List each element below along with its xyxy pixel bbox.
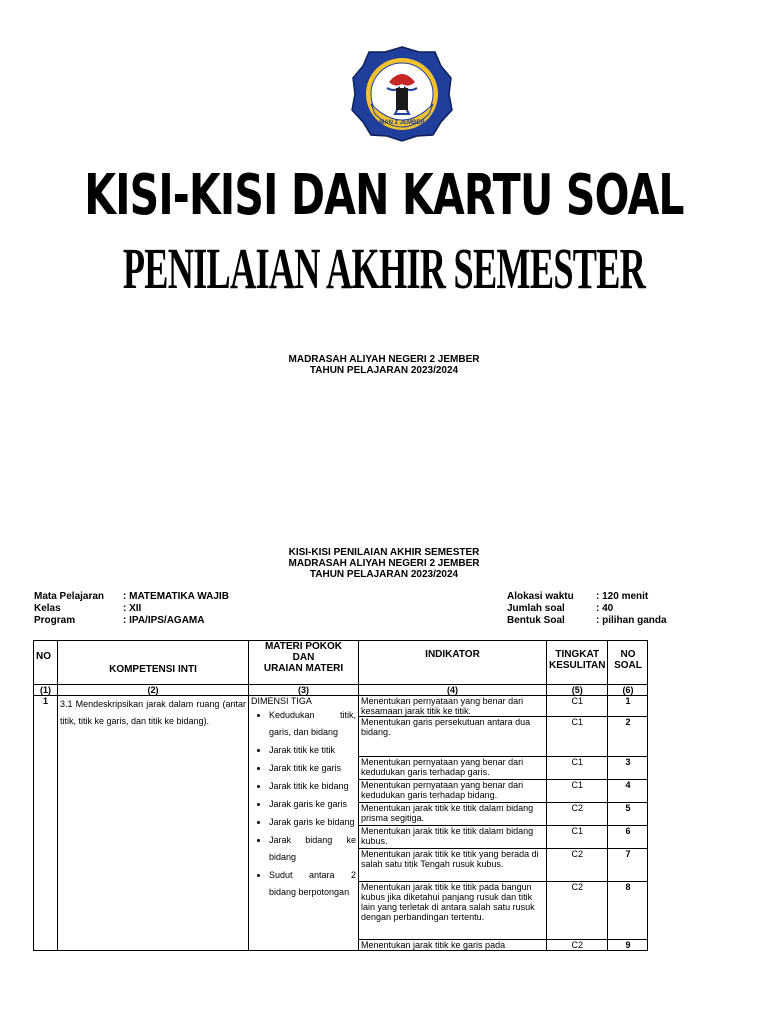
list-item: • Kedudukan titik, garis, dan bidang	[269, 707, 356, 741]
meta-value: : 120 menit	[596, 591, 649, 602]
tingkat: C1	[547, 696, 608, 717]
cover-school-name: MADRASAH ALIYAH NEGERI 2 JEMBER	[288, 354, 480, 365]
header-materi-2: DAN	[292, 652, 315, 663]
indikator: Menentukan jarak titik ke garis pada	[359, 940, 547, 951]
col-number: (3)	[249, 685, 359, 696]
meta-key: Mata Pelajaran	[34, 591, 105, 602]
meta-value: : IPA/IPS/AGAMA	[123, 615, 205, 626]
table-number-row	[34, 685, 648, 696]
indikator: Menentukan jarak titik ke titik dalam bidang prisma segitiga.	[359, 803, 547, 826]
col-number: (5)	[547, 685, 608, 696]
tingkat: C1	[547, 826, 608, 849]
header-tingkat-2: KESULITAN	[549, 660, 606, 671]
no-soal: 1	[608, 696, 648, 717]
tingkat: C1	[547, 717, 608, 757]
list-item: • Jarak bidang ke bidang	[269, 832, 356, 866]
header-indikator: INDIKATOR	[359, 641, 547, 685]
list-item: • Sudut antara 2 bidang berpotongan	[269, 867, 356, 901]
doc-title-1: KISI-KISI PENILAIAN AKHIR SEMESTER	[288, 547, 480, 558]
table-row	[34, 696, 648, 717]
col-number: (2)	[58, 685, 249, 696]
indikator: Menentukan garis persekutuan antara dua bidang.	[359, 717, 547, 757]
meta-value: : XII	[123, 603, 142, 614]
no-soal: 2	[608, 717, 648, 757]
header-tingkat	[547, 641, 608, 685]
meta-right	[507, 591, 667, 627]
logo-text: MAN 2 JEMBER	[379, 120, 425, 126]
kisi-kisi-table	[33, 640, 648, 951]
col-number: (6)	[608, 685, 648, 696]
list-item: • Jarak titik ke garis	[269, 760, 356, 777]
kompetensi-inti-text: 3.1 Mendeskripsikan jarak dalam ruang (antar titik, titik ke garis, dan titik ke bidang).	[58, 696, 249, 951]
materi-cell	[249, 696, 359, 951]
header-no: NO	[34, 641, 58, 685]
no-soal: 9	[608, 940, 648, 951]
list-item: • Jarak garis ke garis	[269, 796, 356, 813]
header-materi-1: MATERI POKOK	[264, 641, 343, 652]
no-soal: 3	[608, 757, 648, 780]
header-ki: KOMPETENSI INTI	[58, 641, 249, 685]
col-number: (1)	[34, 685, 58, 696]
header-no-soal	[608, 641, 648, 685]
list-item: • Jarak titik ke titik	[269, 742, 356, 759]
header-materi	[249, 641, 359, 685]
meta-value: : 40	[596, 603, 614, 614]
tingkat: C2	[547, 803, 608, 826]
no-soal: 6	[608, 826, 648, 849]
indikator: Menentukan jarak titik ke titik yang berada di salah satu titik Tengah rusuk kubus.	[359, 849, 547, 882]
meta-row-time	[507, 591, 667, 603]
meta-row-class	[34, 603, 229, 615]
indikator: Menentukan jarak titik ke titik pada bangun kubus jika diketahui panjang rusuk dan titik lain yang terletak di antara salah satu rusuk dengan perbandingan tertentu.	[359, 882, 547, 940]
materi-heading: DIMENSI TIGA	[251, 696, 312, 706]
meta-key: Jumlah soal	[507, 603, 565, 614]
tingkat: C2	[547, 849, 608, 882]
no-soal: 7	[608, 849, 648, 882]
indikator: Menentukan pernyataan yang benar dari kesamaan jarak titik ke titik.	[359, 696, 547, 717]
list-item: • Jarak garis ke bidang	[269, 814, 356, 831]
row-no: 1	[34, 696, 58, 951]
materi-list	[251, 707, 356, 901]
header-tingkat-1: TINGKAT	[555, 649, 600, 660]
cover-school-year: TAHUN PELAJARAN 2023/2024	[309, 365, 459, 376]
cover-title-line-1: KISI-KISI DAN KARTU SOAL	[84, 162, 684, 228]
indikator: Menentukan pernyataan yang benar dari kedudukan garis terhadap bidang.	[359, 780, 547, 803]
meta-row-subject	[34, 591, 229, 603]
indikator: Menentukan pernyataan yang benar dari kedudukan garis terhadap garis.	[359, 757, 547, 780]
meta-key: Bentuk Soal	[507, 615, 565, 626]
list-item: • Jarak titik ke bidang	[269, 778, 356, 795]
tingkat: C2	[547, 940, 608, 951]
col-number: (4)	[359, 685, 547, 696]
meta-left	[34, 591, 229, 627]
cover-title-line-2: PENILAIAN AKHIR SEMESTER	[122, 236, 646, 301]
no-soal: 4	[608, 780, 648, 803]
meta-value: : pilihan ganda	[596, 615, 667, 626]
table-header-row	[34, 641, 648, 685]
meta-key: Program	[34, 615, 76, 626]
meta-row-format	[507, 615, 667, 627]
indikator: Menentukan jarak titik ke titik dalam bidang kubus.	[359, 826, 547, 849]
meta-key: Kelas	[34, 603, 61, 614]
doc-title-3: TAHUN PELAJARAN 2023/2024	[309, 569, 459, 580]
meta-key: Alokasi waktu	[507, 591, 574, 602]
tingkat: C2	[547, 882, 608, 940]
header-no-soal-2: SOAL	[614, 660, 642, 671]
tingkat: C1	[547, 757, 608, 780]
header-materi-3: URAIAN MATERI	[263, 663, 344, 674]
header-no-soal-1: NO	[620, 649, 636, 660]
meta-row-program	[34, 615, 229, 627]
meta-row-count	[507, 603, 667, 615]
tingkat: C1	[547, 780, 608, 803]
meta-value: : MATEMATIKA WAJIB	[123, 591, 229, 602]
no-soal: 8	[608, 882, 648, 940]
doc-title-2: MADRASAH ALIYAH NEGERI 2 JEMBER	[288, 558, 480, 569]
school-logo	[349, 44, 455, 142]
no-soal: 5	[608, 803, 648, 826]
